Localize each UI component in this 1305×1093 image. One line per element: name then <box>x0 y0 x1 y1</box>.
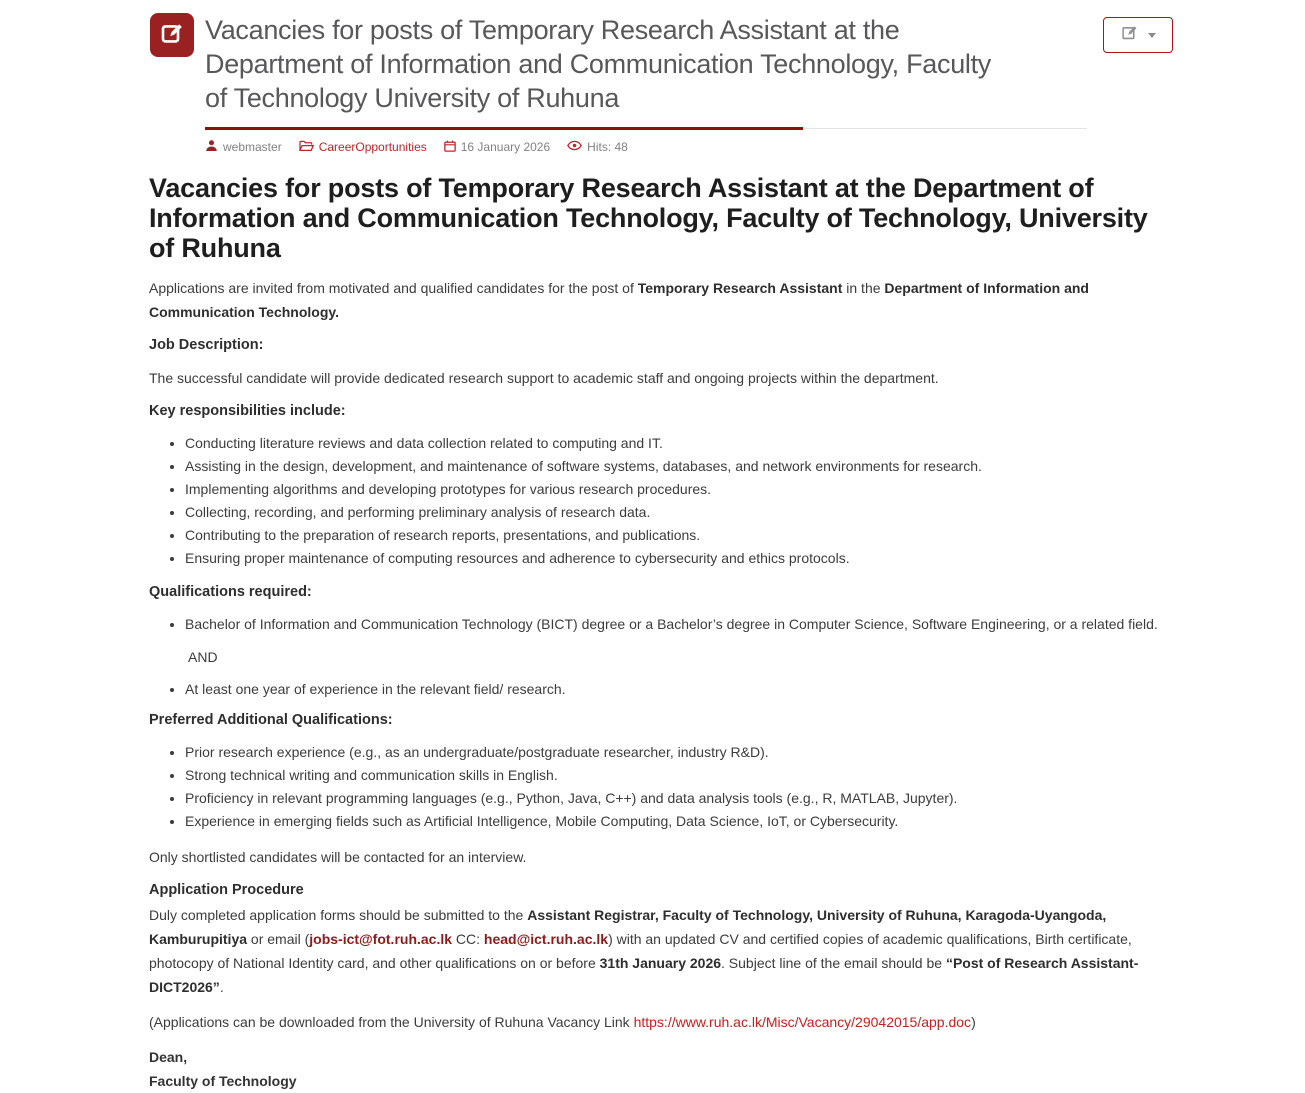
and-connector: AND <box>188 649 218 665</box>
list-item: • Implementing algorithms and developing prototypes for various research procedures. <box>185 478 1173 501</box>
page <box>149 0 1173 1093</box>
registrar-address-bold: Assistant Registrar, Faculty of Technology, University of Ruhuna, Karagoda-Uyangoda, Kamburupitiya <box>149 907 1107 947</box>
email-link-jobs[interactable]: jobs-ict@fot.ruh.ac.lk <box>309 931 453 947</box>
page-title-wrap <box>205 13 1087 129</box>
email-link-head[interactable]: head@ict.ruh.ac.lk <box>483 931 609 947</box>
app-text: CC: <box>452 931 484 947</box>
responsibilities-list <box>149 432 1173 570</box>
article-body <box>149 173 1173 1093</box>
post-title-bold: Temporary Research Assistant <box>637 280 843 296</box>
intro-text: Applications are invited from motivated and qualified candidates for the post of <box>149 280 638 296</box>
shortlist-note: Only shortlisted candidates will be contacted for an interview. <box>149 849 527 865</box>
list-item: • Experience in emerging fields such as Artificial Intelligence, Mobile Computing, Data Science, IoT, or Cybersecurity. <box>185 810 1173 833</box>
caret-down-icon <box>1148 33 1156 38</box>
article-badge <box>150 13 194 57</box>
date-meta <box>444 140 550 155</box>
app-text: ) with an updated CV and certified copies of academic qualifications, Birth certificate, photocopy of National Identity card, and other qualifications on or before <box>149 931 1132 971</box>
category-label: CareerOpportunities <box>318 140 427 154</box>
qualifications-list <box>149 678 1173 701</box>
date-label: 16 January 2026 <box>460 140 551 154</box>
calendar-icon <box>444 140 456 155</box>
hits-meta <box>567 140 628 154</box>
author-label: webmaster <box>223 140 282 154</box>
page-title: Vacancies for posts of Temporary Research Assistant at the Department of Information and Communication Technology, Faculty of Technology University of Ruhuna <box>205 15 992 113</box>
deadline-bold: 31th January 2026 <box>599 955 722 971</box>
article-header <box>149 0 1173 155</box>
download-text: (Applications can be downloaded from the University of Ruhuna Vacancy Link <box>149 1014 634 1030</box>
intro-text: in the <box>842 280 885 296</box>
app-text: . <box>219 979 224 995</box>
preferred-qualifications-heading: Preferred Additional Qualifications: <box>149 712 393 728</box>
intro-paragraph <box>149 276 1173 324</box>
user-icon <box>205 139 218 155</box>
hits-label: Hits: 48 <box>587 140 628 154</box>
department-bold: Department of Information and Communication Technology <box>149 280 1089 320</box>
list-item: • Strong technical writing and communication skills in English. <box>185 764 1173 787</box>
edit-dropdown-button[interactable] <box>1103 17 1173 53</box>
list-item: • Collecting, recording, and performing preliminary analysis of research data. <box>185 501 1173 524</box>
author-meta <box>205 139 282 155</box>
folder-open-icon <box>299 140 314 155</box>
subject-line-bold: “Post of Research Assistant-DICT2026” <box>149 955 1139 995</box>
list-item: • At least one year of experience in the relevant field/ research. <box>185 678 1173 701</box>
signature-dean: Dean, <box>149 1049 188 1065</box>
preferred-qualifications-list <box>149 741 1173 833</box>
edit-icon <box>1121 24 1138 46</box>
list-item: • Bachelor of Information and Communication Technology (BICT) degree or a Bachelor’s degree in Computer Science, Software Engineering, or a related field. <box>185 613 1173 636</box>
job-description-heading: Job Description: <box>149 337 264 353</box>
list-item: • Ensuring proper maintenance of computing resources and adherence to cybersecurity and ethics protocols. <box>185 547 1173 570</box>
list-item: • Prior research experience (e.g., as an undergraduate/postgraduate researcher, industry R&D). <box>185 741 1173 764</box>
list-item: • Assisting in the design, development, and maintenance of software systems, databases, and network environments for research. <box>185 455 1173 478</box>
signature-faculty: Faculty of Technology <box>149 1073 297 1089</box>
download-text: ) <box>971 1014 976 1030</box>
qualifications-list <box>149 613 1173 636</box>
app-text: . Subject line of the email should be <box>721 955 946 971</box>
eye-icon <box>567 140 582 154</box>
vacancy-url-link[interactable]: https://www.ruh.ac.lk/Misc/Vacancy/29042015/app.doc <box>633 1014 972 1030</box>
list-item: • Conducting literature reviews and data collection related to computing and IT. <box>185 432 1173 455</box>
responsibilities-heading: Key responsibilities include: <box>149 403 346 419</box>
category-link[interactable] <box>299 140 427 155</box>
qualifications-heading: Qualifications required: <box>149 584 312 600</box>
download-paragraph <box>149 1010 1173 1034</box>
article-heading: Vacancies for posts of Temporary Research Assistant at the Department of Information and Communication Technology, Faculty of Technology, University of Ruhuna <box>149 173 1148 263</box>
job-description-text: The successful candidate will provide dedicated research support to academic staff and ongoing projects within the department. <box>149 370 939 386</box>
app-text: Duly completed application forms should be submitted to the <box>149 907 528 923</box>
app-text: or email ( <box>247 931 310 947</box>
list-item: • Contributing to the preparation of research reports, presentations, and publications. <box>185 524 1173 547</box>
intro-text: . <box>335 304 340 320</box>
list-item: • Proficiency in relevant programming languages (e.g., Python, Java, C++) and data analysis tools (e.g., R, MATLAB, Jupyter). <box>185 787 1173 810</box>
article-meta <box>205 129 1173 155</box>
application-paragraph <box>149 903 1173 999</box>
pencil-square-icon <box>160 21 184 50</box>
application-procedure-heading: Application Procedure <box>149 882 304 898</box>
